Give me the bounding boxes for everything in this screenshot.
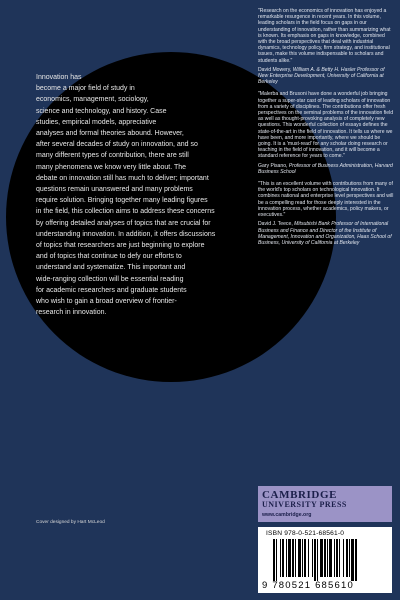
review-author [258,221,394,246]
barcode-panel [258,527,392,593]
review-author [258,163,394,175]
description-line: of topics that researchers are just beginning to explore [36,242,205,250]
cover-designer-credit: Cover designed by Hart McLeod [36,520,105,525]
description-line: who wish to gain a broad overview of frontier- [36,298,177,306]
review-author-name: Gary Pisano, [258,162,289,169]
review-author-name: David J. Teece, [258,221,295,228]
review-author-name: David Mowery, [258,66,293,73]
review-column [258,8,394,252]
publisher-url: www.cambridge.org [262,512,312,518]
description-line: economics, management, sociology, [36,96,149,104]
review [258,181,394,246]
description-line: in the field, this collection aims to address these concerns [36,208,215,216]
description-line: understand and systematize. This important and [36,264,186,272]
description-line: studies, empirical models, appreciative [36,118,157,126]
isbn-label: ISBN 978-0-521-68561-0 [266,530,345,537]
description-line: wide-ranging collection will be essential reading [36,275,184,283]
book-description [36,72,254,318]
review [258,8,394,85]
publisher-subtitle: UNIVERSITY PRESS [262,500,347,509]
description-line: and of topics that continue to defy our efforts to [36,253,182,261]
description-line: research in innovation. [36,309,107,317]
description-line: many different types of contribution, there are still [36,152,189,160]
description-line: become a major field of study in [36,85,135,93]
review-author-role: Mitsubishi Bank Professor of International Business and Finance and Director of the Institute of Management, Innovation and Organization, Haas School of Business, University of California at Berkeley [258,221,392,246]
description-line: for academic researchers and graduate students [36,286,187,294]
description-line: debate on innovation still has much to deliver; important [36,174,209,182]
description-line: require solution. Bringing together many leading figures [36,197,208,205]
publisher-name: CAMBRIDGE [262,489,338,501]
review-quote: "This is an excellent volume with contributions from many of the world's top scholars on technological innovation. It combines national and enterprise level perspectives and will be a compelling read for those deeply interested in the innovation process, whether academics, policy makers, or executives." [258,181,394,219]
publisher-logo-block [258,486,392,522]
description-line: questions remain unanswered and many problems [36,186,193,194]
review-author [258,67,394,86]
review-author-role: Professor of Business Administration, Harvard Business School [258,162,393,175]
barcode-icon [272,539,384,581]
description-line: many phenomena we know very little about. The [36,163,187,171]
description-line: Innovation has [36,74,82,81]
description-line: understanding innovation. In addition, it offers discussions [36,230,216,238]
barcode-digits: 9 780521 685610 [262,580,354,591]
description-line: by offering detailed analyses of topics that are crucial for [36,219,211,227]
review-author-role: William A. & Betty H. Hasler Professor of New Enterprise Development, University of California at Berkeley [258,66,385,86]
description-line: after several decades of study on innovation, and so [36,141,198,149]
description-line: science and technology, and history. Case [36,107,167,115]
description-line: analyses and formal theories abound. However, [36,130,184,138]
review-quote: "Research on the economics of innovation has enjoyed a remarkable resurgence in recent years. In this volume, leading scholars in the field focus on gaps in our understanding of innovation, rather than summarizing what is known. Its emphasis on gaps in knowledge, combined with the broad perspectives that deal with industrial dynamics, technology policy, firm strategy, and institutional issues, make this volume indispensable to scholars and students alike." [258,8,391,64]
review [258,91,394,175]
review-quote: "Malerba and Brusoni have done a wonderful job bringing together a super-star cast of leading scholars of innovation from a variety of disciplines. The contributions offer fresh perspectives on the seminal problems of the innovation field as well as thought-provoking analysis of completely new questions. This wonderful collection of essays defines the state-of-the-art in the field of innovation. It tells us where we have been, and more importantly, where we should be going. It is a 'must-read' for any scholar doing research or teaching in the field of innovation, and it will become a standard reference for years to come." [258,91,394,160]
